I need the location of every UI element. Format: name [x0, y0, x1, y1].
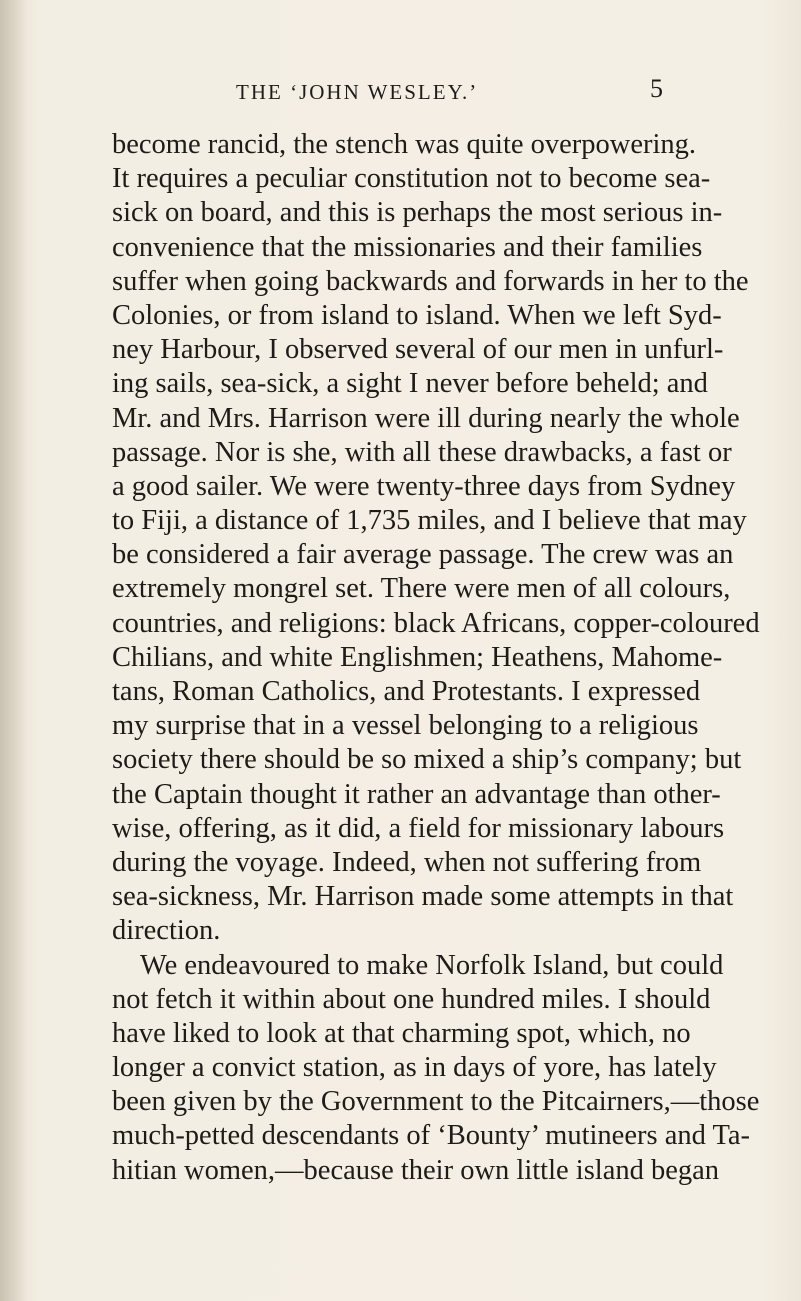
- text-line: my surprise that in a vessel belonging to a religious: [112, 710, 699, 742]
- text-line: much-petted descendants of ‘Bounty’ mutineers and Ta-: [112, 1120, 751, 1152]
- text-line: We endeavoured to make Norfolk Island, but could: [140, 949, 724, 981]
- text-line: ing sails, sea-sick, a sight I never before beheld; and: [112, 368, 708, 400]
- text-line: ney Harbour, I observed several of our men in unfurl-: [112, 334, 724, 366]
- text-line: society there should be so mixed a ship’s company; but: [112, 744, 742, 776]
- text-line: It requires a peculiar constitution not to become sea-: [112, 163, 711, 195]
- page-number: 5: [650, 74, 663, 103]
- text-line: extremely mongrel set. There were men of all colours,: [112, 573, 731, 605]
- text-line: tans, Roman Catholics, and Protestants. I expressed: [112, 676, 701, 707]
- text-line: convenience that the missionaries and their families: [112, 231, 703, 263]
- text-line: Colonies, or from island to island. When we left Syd-: [112, 299, 722, 331]
- text-line: sea-sickness, Mr. Harrison made some attempts in that: [112, 881, 734, 913]
- text-line: to Fiji, a distance of 1,735 miles, and I believe that may: [112, 505, 747, 537]
- text-line: passage. Nor is she, with all these drawbacks, a fast or: [112, 436, 732, 468]
- text-line: longer a convict station, as in days of yore, has lately: [112, 1052, 717, 1084]
- spine-shadow: [0, 0, 28, 1301]
- text-line: wise, offering, as it did, a field for missionary labours: [112, 812, 725, 844]
- text-line: become rancid, the stench was quite overpowering.: [112, 129, 697, 160]
- text-line: countries, and religions: black Africans, copper-coloured: [112, 607, 760, 639]
- text-line: sick on board, and this is perhaps the most serious in-: [112, 197, 723, 229]
- text-line: a good sailer. We were twenty-three days from Sydney: [112, 470, 736, 502]
- text-line: hitian women,—because their own little island began: [112, 1154, 720, 1186]
- text-line: have liked to look at that charming spot, which, no: [112, 1017, 691, 1049]
- running-title: THE ‘JOHN WESLEY.’: [236, 80, 479, 104]
- text-line: not fetch it within about one hundred miles. I should: [112, 983, 711, 1015]
- text-line: the Captain thought it rather an advantage than other-: [112, 778, 721, 810]
- text-line: during the voyage. Indeed, when not suffering from: [112, 846, 702, 878]
- body-text: [112, 128, 760, 1188]
- text-line: direction.: [112, 915, 221, 947]
- text-line: been given by the Government to the Pitcairners,—those: [112, 1086, 760, 1118]
- text-line: Chilians, and white Englishmen; Heathens, Mahome-: [112, 641, 723, 673]
- running-head: [0, 70, 801, 110]
- text-line: Mr. and Mrs. Harrison were ill during nearly the whole: [112, 402, 740, 434]
- text-line: be considered a fair average passage. The crew was an: [112, 539, 734, 571]
- text-line: suffer when going backwards and forwards in her to the: [112, 265, 749, 297]
